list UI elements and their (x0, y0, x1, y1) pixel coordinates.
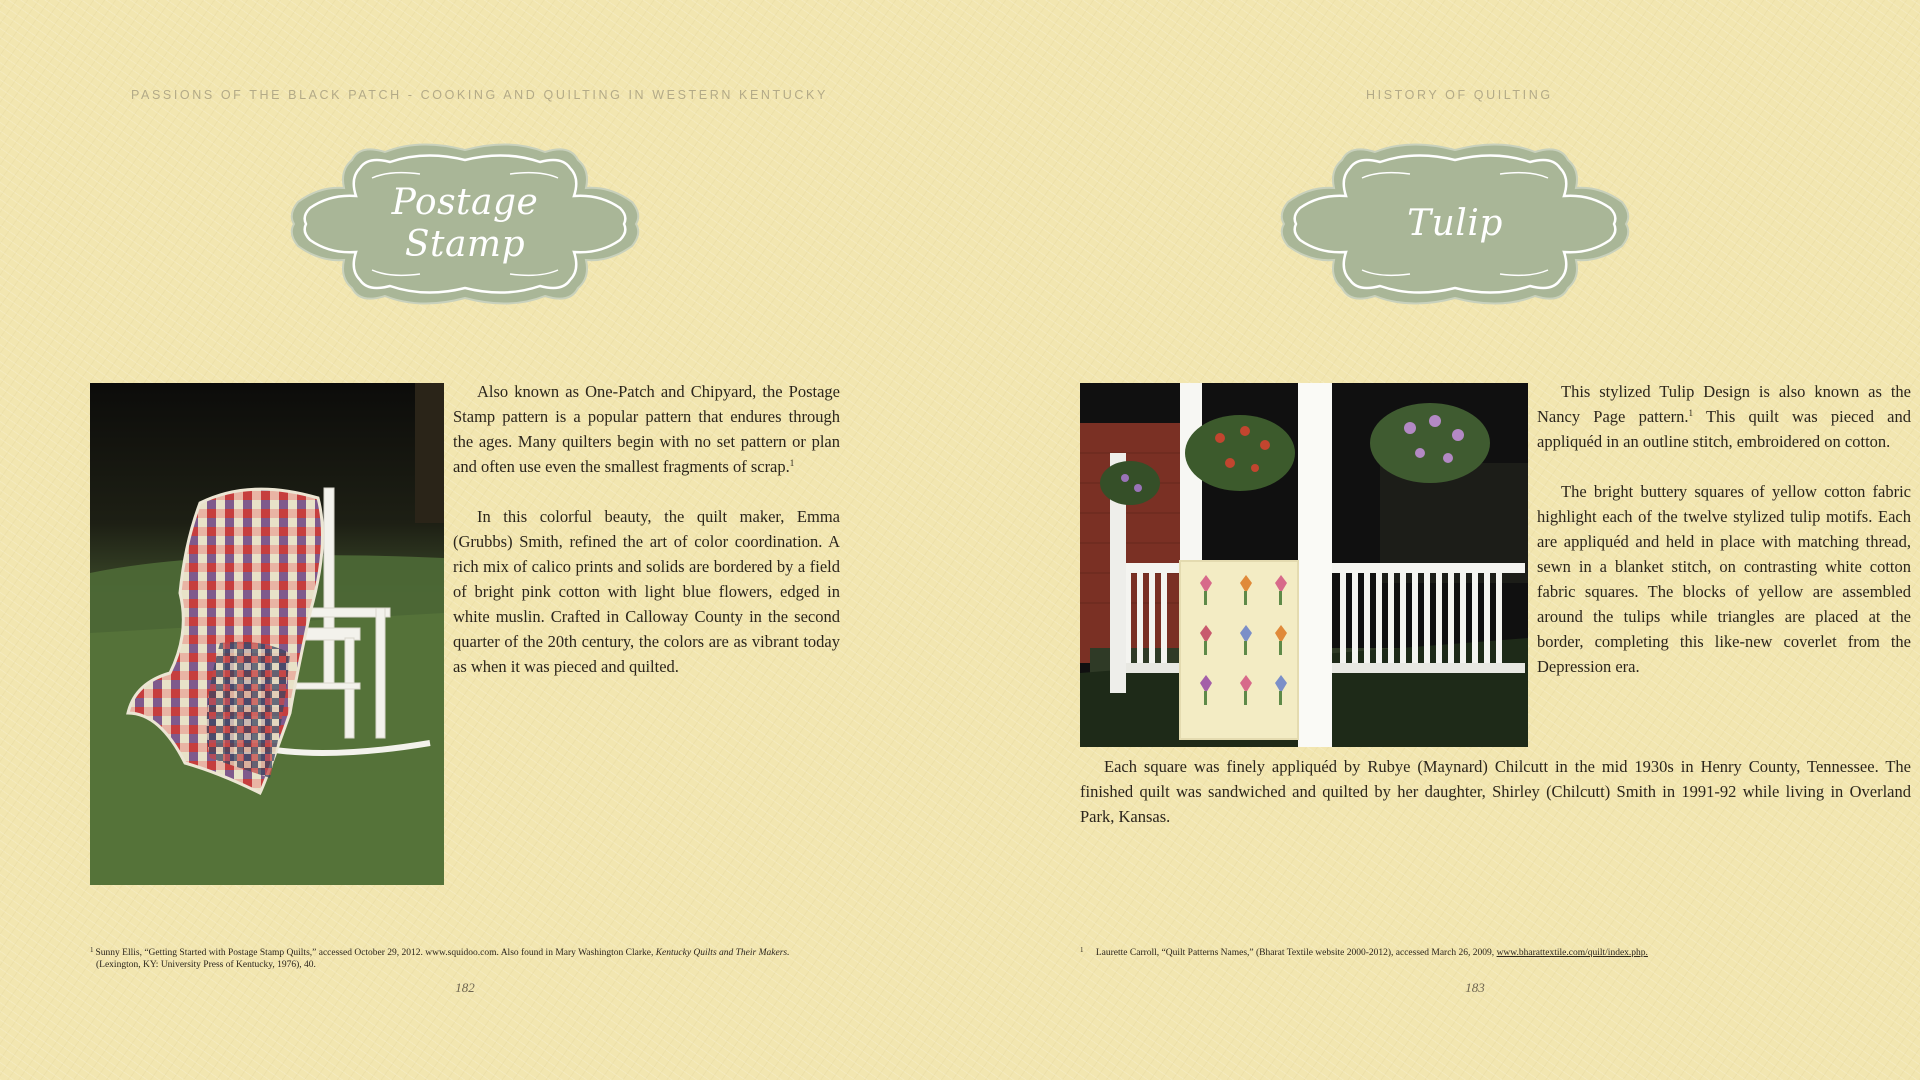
tulip-quilt-on-porch-photo (1080, 383, 1528, 747)
running-head-left: PASSIONS OF THE BLACK PATCH - COOKING AND QUILTING IN WESTERN KENTUCKY (131, 88, 828, 102)
body-text-right-full (1080, 754, 1911, 829)
quilt-on-rocking-chair-photo (90, 383, 444, 885)
body-text-right-column (1537, 379, 1911, 679)
paragraph-1-right-rest: This quilt was pieced and appliquéd in an outline stitch, embroidered on cotton. (1537, 407, 1911, 451)
page-title-right: Tulip (1407, 203, 1503, 244)
body-text-left (453, 379, 840, 679)
paragraph-2-left: In this colorful beauty, the quilt maker, Emma (Grubbs) Smith, refined the art of color coordination. A rich mix of calico prints and solids are bordered by a field of bright pink cotton with light blue flowers, edged in white muslin. Crafted in Calloway County in the second quarter of the 20th century, the colors are as vibrant today as when it was pieced and quilted. (453, 507, 840, 676)
title-plaque-right (1280, 142, 1630, 306)
footnote-left-text-a: Sunny Ellis, “Getting Started with Postage Stamp Quilts,” accessed October 29, 2012. www.squidoo.com. Also found in Mary Washington Clarke, (95, 948, 656, 958)
paragraph-1-right (1537, 379, 1911, 454)
paragraph-2-right: The bright buttery squares of yellow cotton fabric highlight each of the twelve stylized tulip motifs. Each are appliquéd and held in place with matching thread, sewn in a blanket stitch, on contrasting white cotton fabric squares. The blocks of yellow are assembled around the tulips while triangles are placed at the border, completing this like-new coverlet from the Depression era. (1537, 482, 1911, 676)
paragraph-1-left-text: Also known as One-Patch and Chipyard, the Postage Stamp pattern is a popular pattern that endures through the ages. Many quilters begin with no set pattern or plan and often use even the smallest fragments of scrap. (453, 382, 840, 476)
footnote-left-text-b: (Lexington, KY: University Press of Kentucky, 1976), 40. (96, 960, 316, 970)
right-page (960, 0, 1920, 1080)
page-number-right: 183 (1465, 980, 1485, 995)
footnote-right (1080, 944, 1840, 959)
footnote-right-text: Laurette Carroll, “Quilt Patterns Names,” (Bharat Textile website 2000-2012), accessed March 26, 2009, (1095, 948, 1497, 958)
footnote-ref-left[interactable]: 1 (789, 458, 795, 468)
paragraph-3-right: Each square was finely appliquéd by Rubye (Maynard) Chilcutt in the mid 1930s in Henry County, Tennessee. The finished quilt was sandwiched and quilted by her daughter, Shirley (Chilcutt) Smith in 1991-92 while living in Overland Park, Kansas. (1080, 757, 1911, 826)
footnote-ref-right[interactable]: 1 (1688, 408, 1694, 418)
paragraph-1-left (453, 379, 840, 479)
footnote-mark-right: 1 (1080, 946, 1084, 954)
footnote-left (90, 944, 850, 971)
title-plaque-left (290, 142, 640, 306)
footnote-left-italic: Kentucky Quilts and Their Makers. (655, 948, 790, 958)
footnote-link[interactable]: www.bharattextile.com/quilt/index.php. (1496, 948, 1648, 958)
paragraph-1-right-text: This stylized Tulip Design is also known as the Nancy Page pattern. (1537, 382, 1911, 426)
footnote-mark-left: 1 (90, 946, 94, 954)
page-number-left: 182 (455, 980, 475, 995)
page-title-left: Postage Stamp (391, 182, 539, 265)
running-head-right: HISTORY OF QUILTING (1366, 88, 1553, 102)
